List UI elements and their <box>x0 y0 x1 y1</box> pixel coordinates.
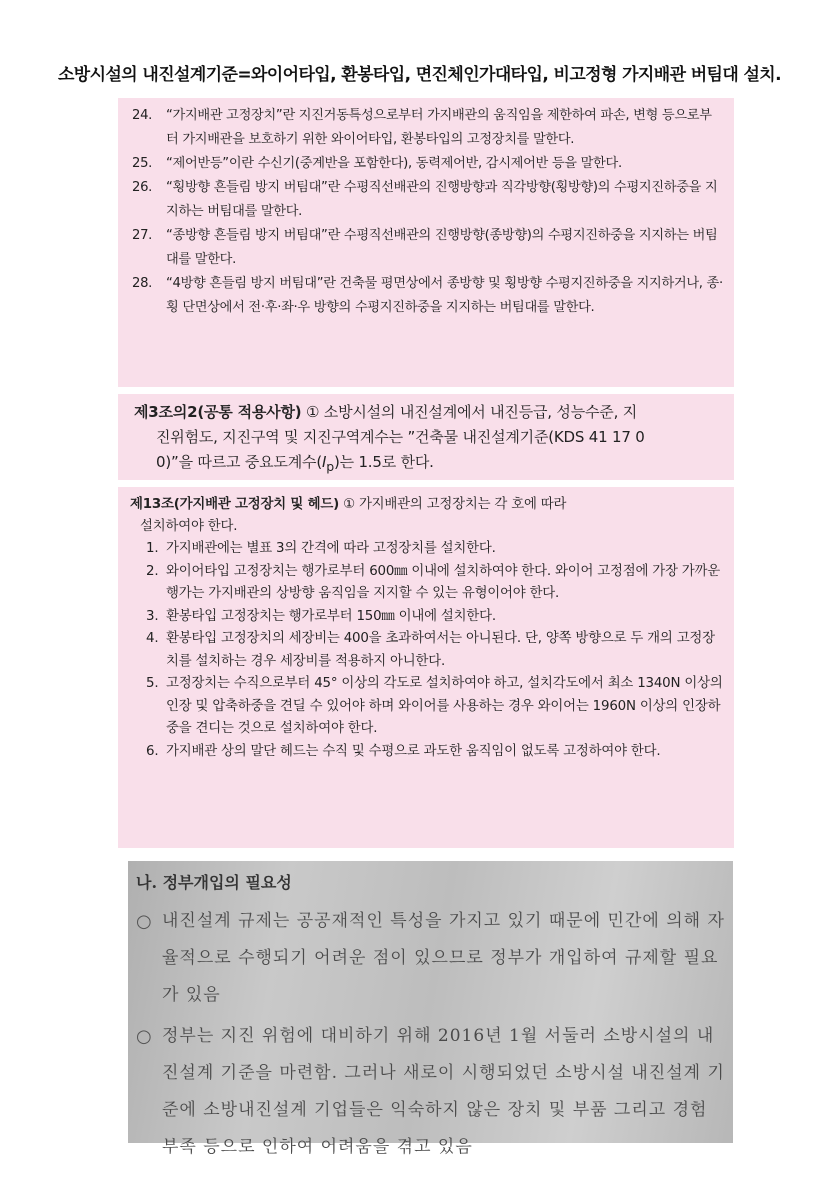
article13-item-number: 5. <box>146 676 159 691</box>
definitions-panel <box>118 98 734 387</box>
article13-item-text: 환봉타입 고정장치는 행가로부터 150㎜ 이내에 설치한다. <box>166 608 496 624</box>
definition-text: “종방향 흔들림 방지 버팀대”란 수평직선배관의 진행방향(종방향)의 수평지진하중을 지지하는 버팀대를 말한다. <box>166 228 718 267</box>
importance-factor-symbol: I <box>321 453 327 471</box>
article13-item <box>130 561 724 606</box>
definition-text: “횡방향 흔들림 방지 버팀대”란 수평직선배관의 진행방향과 직각방향(횡방향)의 수평지진하중을 지지하는 버팀대를 말한다. <box>166 180 718 219</box>
importance-factor-subscript: p <box>326 459 334 474</box>
article13-heading: 제13조(가지배관 고정장치 및 헤드) <box>130 497 340 512</box>
definition-item <box>132 152 724 176</box>
article3-line2: 진위험도, 지진구역 및 지진구역계수는 ”건축물 내진설계기준(KDS 41 17 0 <box>156 428 645 446</box>
definition-number: 24. <box>132 108 153 123</box>
photo-bullet-text: 정부는 지진 위험에 대비하기 위해 2016년 1월 서둘러 소방시설의 내진설계 기준을 마련함. 그러나 새로이 시행되었던 소방시설 내진설계 기준에 소방내진설계 기업들은 익숙하지 않은 장치 및 부품 그리고 경험 부족 등으로 인하여 어려움을 겪고 있음 <box>162 1026 725 1157</box>
definition-number: 27. <box>132 228 153 243</box>
definition-number: 26. <box>132 180 153 195</box>
article13-item <box>130 606 724 629</box>
article13-item-text: 와이어타입 고정장치는 행가로부터 600㎜ 이내에 설치하여야 한다. 와이어 고정점에 가장 가까운 행가는 가지배관의 상방향 움직임을 지지할 수 있는 유형이어야 한다. <box>166 563 720 601</box>
photo-bullet-paragraph <box>136 1018 725 1166</box>
definition-number: 25. <box>132 156 153 171</box>
article13-item-text: 가지배관에는 별표 3의 간격에 따라 고정장치를 설치한다. <box>166 541 496 556</box>
article13-intro-b: 설치하여야 한다. <box>140 519 238 534</box>
article13-item <box>130 628 724 673</box>
article3-line3-after: )는 1.5로 한다. <box>333 453 434 471</box>
article3-line3-before: 0)”을 따르고 중요도계수( <box>156 453 322 471</box>
article3-text <box>134 400 724 479</box>
photo-heading: 나. 정부개입의 필요성 <box>136 873 292 892</box>
photo-bullet-text: 내진설계 규제는 공공재적인 특성을 가지고 있기 때문에 민간에 의해 자율적으로 수행되기 어려운 점이 있으므로 정부가 개입하여 규제할 필요가 있음 <box>162 911 725 1005</box>
circle-bullet-icon: ○ <box>136 1026 153 1047</box>
article13-item-number: 1. <box>146 541 159 556</box>
article3-line1: ① 소방시설의 내진설계에서 내진등급, 성능수준, 지 <box>301 403 638 421</box>
photo-bullet-paragraph <box>136 903 725 1014</box>
article3-panel <box>118 394 734 480</box>
definition-item <box>132 272 724 320</box>
circle-bullet-icon: ○ <box>136 911 153 932</box>
definition-text: “4방향 흔들림 방지 버팀대”란 건축물 평면상에서 종방향 및 횡방향 수평지진하중을 지지하거나, 종·횡 단면상에서 전·후·좌·우 방향의 수평지진하중을 지지하는 버팀대를 말한다. <box>166 276 723 315</box>
article3-continuation <box>134 425 724 479</box>
article13-item-text: 고정장치는 수직으로부터 45° 이상의 각도로 설치하여야 하고, 설치각도에서 최소 1340N 이상의 인장 및 압축하중을 견딜 수 있어야 하며 와이어를 사용하는 경우 와이어는 1960N 이상의 인장하중을 견디는 것으로 설치하여야 한다. <box>166 676 723 736</box>
article13-item-number: 6. <box>146 743 159 759</box>
article13-intro-a: ① 가지배관의 고정장치는 각 호에 따라 <box>339 497 567 512</box>
article13-item-number: 4. <box>146 631 159 646</box>
definition-item <box>132 104 724 152</box>
article13-panel <box>118 487 734 848</box>
definition-item <box>132 176 724 224</box>
definition-number: 28. <box>132 276 153 291</box>
article13-item <box>130 538 724 561</box>
photographed-document-excerpt <box>128 861 733 1157</box>
article13-item-number: 2. <box>146 563 159 579</box>
article13-item <box>130 741 724 764</box>
article13-item-text: 가지배관 상의 말단 헤드는 수직 및 수평으로 과도한 움직임이 없도록 고정하여야 한다. <box>166 743 661 759</box>
article13-intro <box>130 494 724 538</box>
definition-text: “제어반등”이란 수신기(중계반을 포함한다), 동력제어반, 감시제어반 등을 말한다. <box>166 156 622 171</box>
definition-item <box>132 224 724 272</box>
page-title: 소방시설의 내진설계기준=와이어타입, 환봉타입, 면진체인가대타입, 비고정형 가지배관 버팀대 설치. <box>57 65 781 85</box>
article13-item-number: 3. <box>146 608 159 624</box>
article3-heading: 제3조의2(공통 적용사항) <box>134 403 302 421</box>
article13-item-text: 환봉타입 고정장치의 세장비는 400을 초과하여서는 아니된다. 단, 양쪽 방향으로 두 개의 고정장치를 설치하는 경우 세장비를 적용하지 아니한다. <box>166 631 715 669</box>
definition-text: “가지배관 고정장치”란 지진거동특성으로부터 가지배관의 움직임을 제한하여 파손, 변형 등으로부터 가지배관을 보호하기 위한 와이어타입, 환봉타입의 고정장치를 말한다. <box>166 108 712 147</box>
article13-item <box>130 673 724 741</box>
